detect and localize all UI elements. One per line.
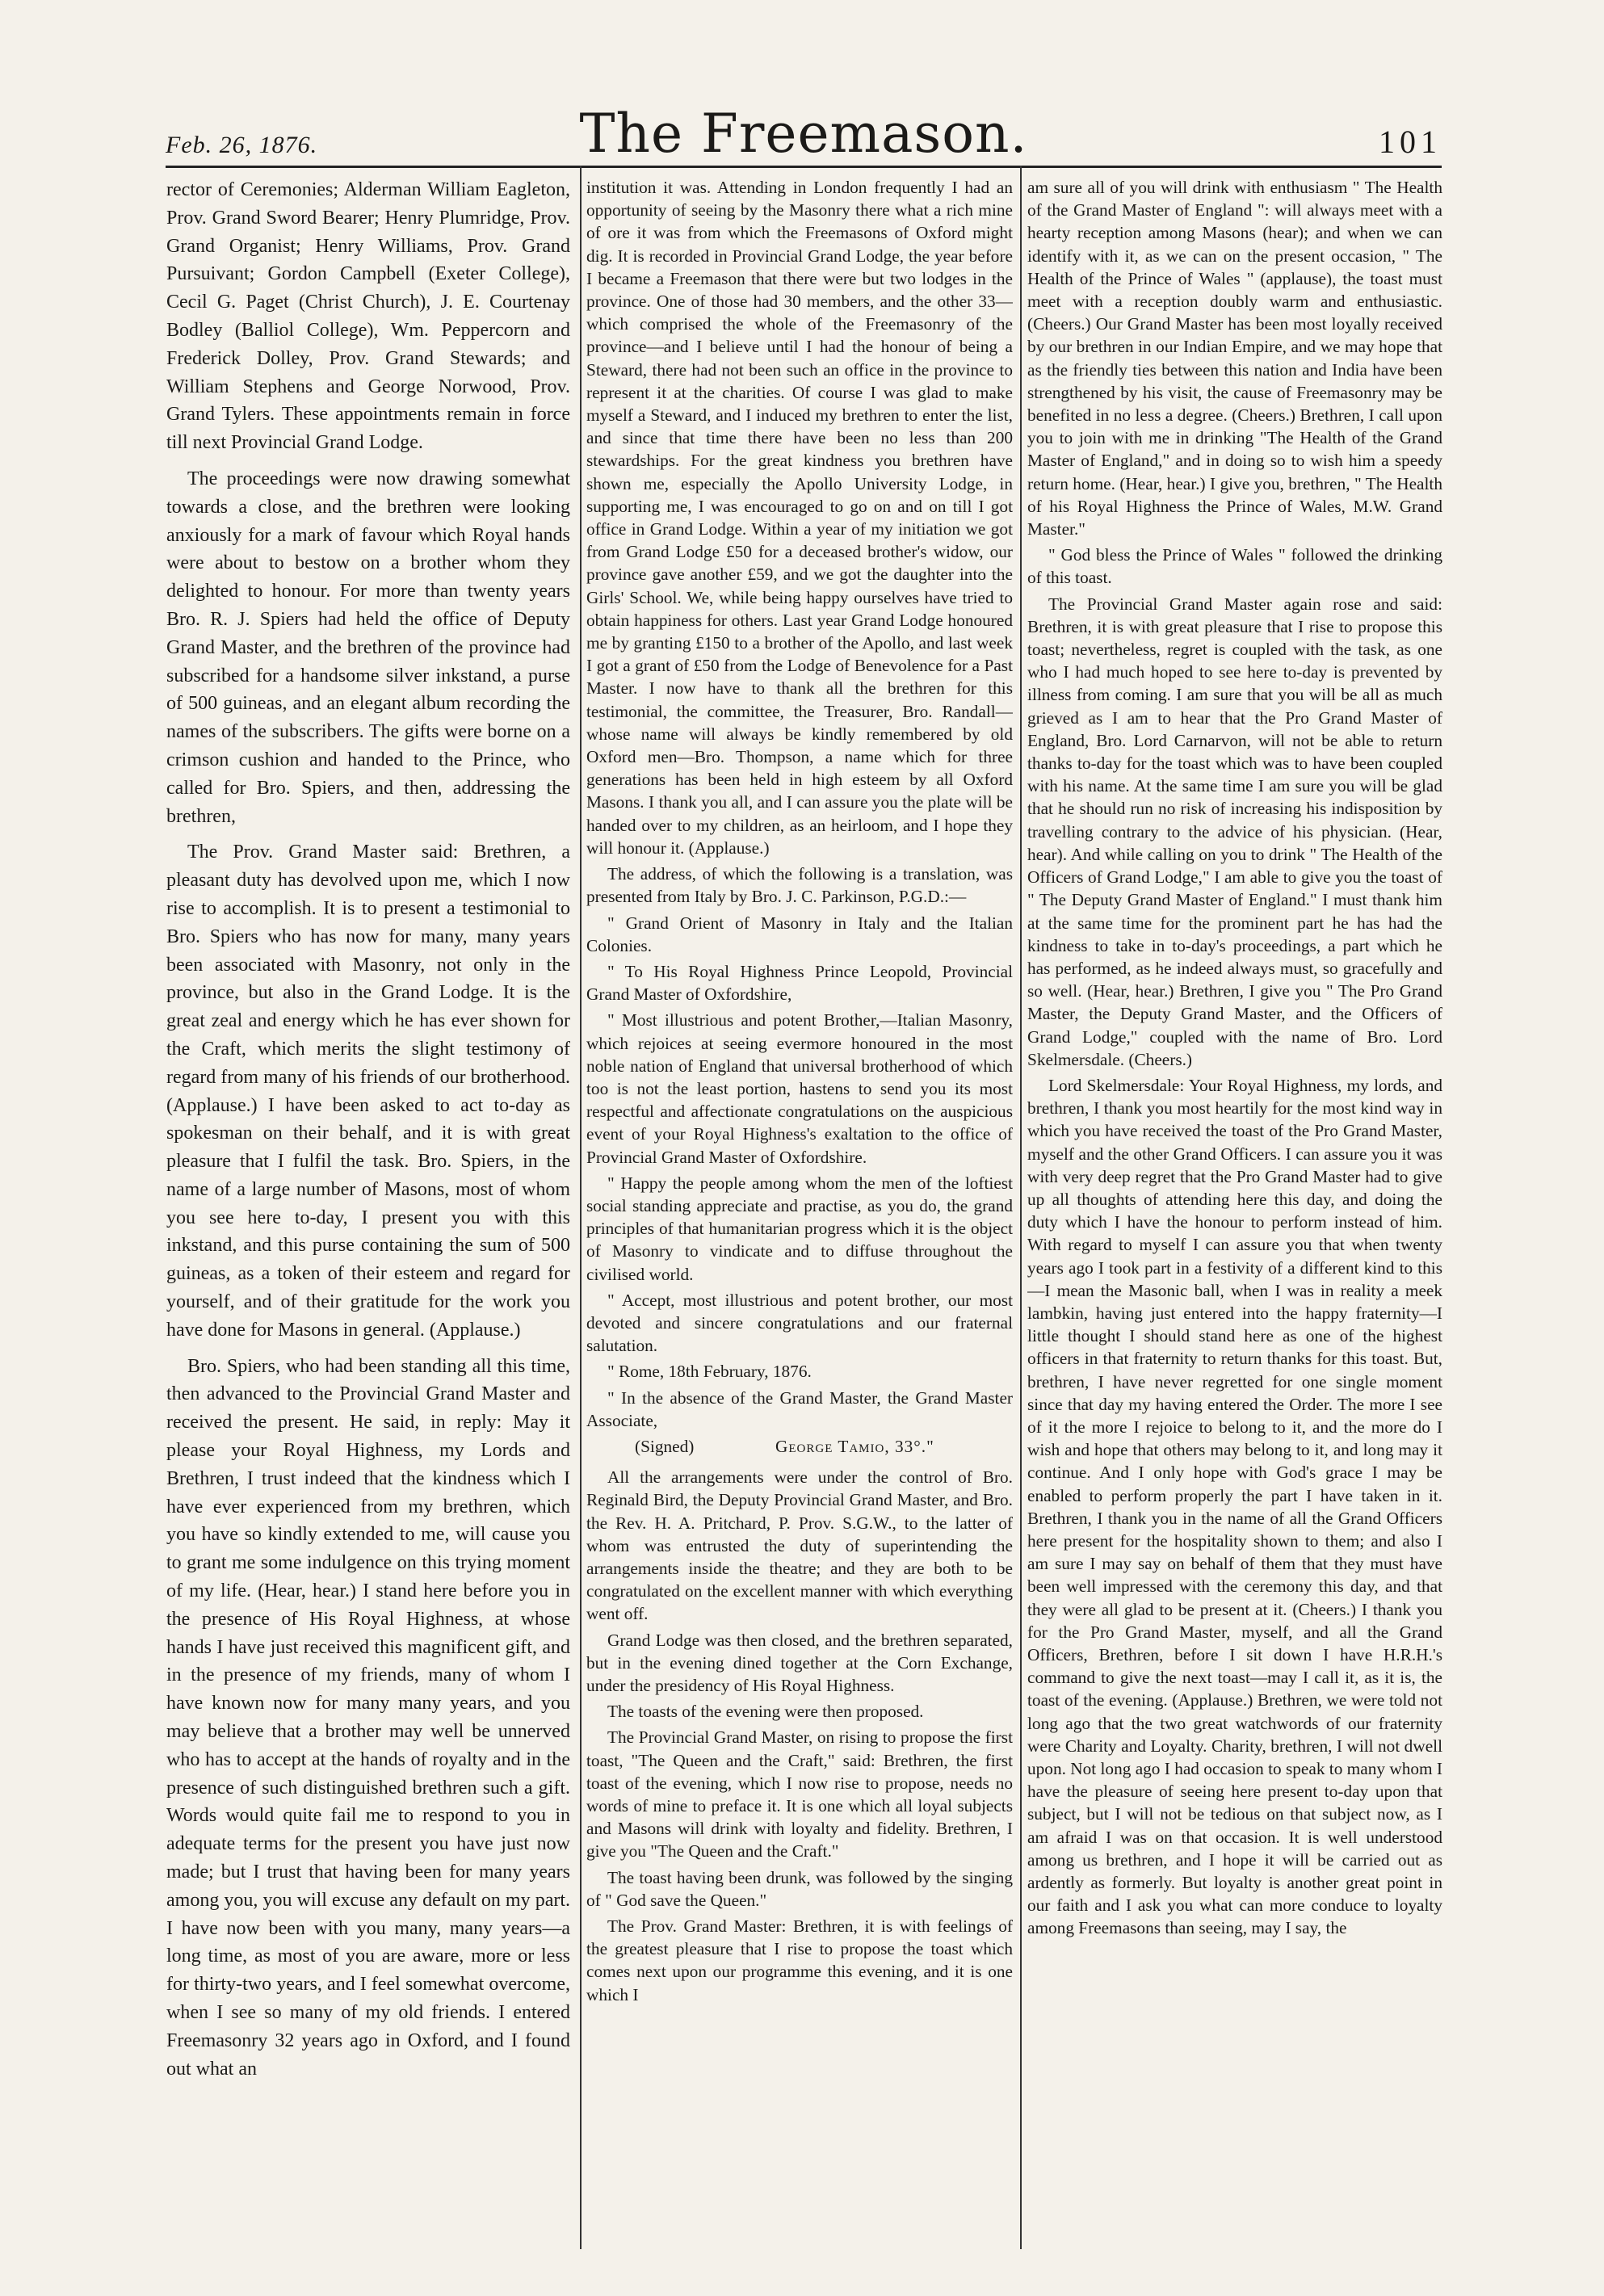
column-1 [166, 176, 570, 2252]
col2-paragraph: " In the absence of the Grand Master, the Grand Master Associate, [586, 1387, 1013, 1430]
col1-paragraph: rector of Ceremonies; Alderman William Eagleton, Prov. Grand Sword Bearer; Henry Plumridge, Prov. Grand Organist; Henry Williams, Prov. Grand Pursuivant; Gordon Campbell (Exeter College), Cecil G. Paget (Christ Church), J. E. Courtenay Bodley (Balliol College), Wm. Peppercorn and Frederick Dolley, Prov. Grand Stewards; and William Stephens and George Norwood, Prov. Grand Tylers. These appointments remain in force till next Provincial Grand Lodge. [166, 179, 570, 454]
column-rule-1 [580, 166, 582, 2249]
col2-paragraph: " Happy the people among whom the men of the loftiest social standing appreciate and practise, as you do, the grand principles of that humanitarian progress which it is the object of Masonry to vindicate and to diffuse throughout the civilised world. [586, 1173, 1013, 1284]
col2-paragraph: institution it was. Attending in London frequently I had an opportunity of seeing by the Masonry there what a rich mine of ore it was from which the Freemasons of Oxford might dig. It is recorded in Provincial Grand Lodge, the year before I became a Freemason that there were but two lodges in the province. One of those had 30 members, and the other 33—which comprised the whole of the Freemasonry of the province—and I believe until I had the honour of being a Steward, there had not been such an office in the province to represent it at the charities. Of course I was glad to make myself a Steward, and I induced my brethren to enter the list, and since that time there have been no less than 200 stewardships. For the great kindness you brethren have shown me, especially the Apollo University Lodge, in supporting me, I was encouraged to go on and on till I got office in Grand Lodge. Within a year of my initiation we got from Grand Lodge £50 for a deceased brother's widow, our province gave another £59, and we got the daughter into the Girls' School. We, while being happy ourselves have tried to obtain happiness for others. Last year Grand Lodge honoured me by granting £150 to a brother of the Apollo, and last week I got a grant of £50 from the Lodge of Benevolence for a Past Master. I now have to thank all the brethren for this testimonial, the committee, the Treasurer, Bro. Randall—whose name will always be kindly remembered by old Oxford men—Bro. Thompson, a name which for three generations has been held in high esteem by all Oxford Masons. I thank you all, and I can assure you the plate will be handed over to my children, as an heirloom, and I hope they will honour it. (Applause.) [586, 178, 1013, 858]
page-number: 101 [1379, 124, 1442, 160]
col1-paragraph: The Prov. Grand Master said: Brethren, a pleasant duty has devolved upon me, which I now rise to accomplish. It is to present a testimonial to Bro. Spiers who has now for many, many years been associated with Masonry, not only in the province, but also in the Grand Lodge. It is the great zeal and energy which he has ever shown for the Craft, which merits the slight testimony of regard from many of his friends of our brotherhood. (Applause.) I have been asked to act to-day as spokesman on their behalf, and it is with great pleasure that I fulfil the task. Bro. Spiers, in the name of a large number of Masons, most of whom you see here to-day, I present you with this inkstand, and this purse containing the sum of 500 guineas, as a token of their esteem and regard for yourself, and of their gratitude for the work you have done for Masons in general. (Applause.) [166, 842, 570, 1341]
col2-paragraph: " Grand Orient of Masonry in Italy and the Italian Colonies. [586, 913, 1013, 955]
col2-paragraph: The toast having been drunk, was followed by the singing of " God save the Queen." [586, 1867, 1013, 1910]
masthead [166, 103, 1442, 165]
header-rule [166, 166, 1442, 168]
newspaper-title: The Freemason. [579, 103, 1028, 165]
col3-paragraph: am sure all of you will drink with enthusiasm " The Health of the Grand Master of England ": will always meet with a hearty reception among Masons (hear); and when we can identify with it, as we can on the present occasion, " The Health of the Prince of Wales " (applause), the toast must meet with a reception doubly warm and enthusiastic. (Cheers.) Our Grand Master has been most loyally received by our brethren in our Indian Empire, and we may hope that as the friendly ties between this nation and India have been strengthened by his visit, the cause of Freemasonry may be benefited in no less a degree. (Cheers.) Brethren, I call upon you to join with me in drinking "The Health of the Grand Master of England," and in doing so to wish him a speedy return home. (Hear, hear.) I give you, brethren, " The Health of his Royal Highness the Prince of Wales, M.W. Grand Master." [1027, 178, 1442, 539]
col2-paragraph: All the arrangements were under the control of Bro. Reginald Bird, the Deputy Provincial Grand Master, and Bro. the Rev. H. A. Pritchard, P. Prov. S.G.W., to the latter of whom was entrusted the duty of superintending the arrangements inside the theatre; and they are both to be congratulated on the excellent manner with which everything went off. [586, 1467, 1013, 1624]
col1-paragraph: Bro. Spiers, who had been standing all this time, then advanced to the Provincial Grand Master and received the present. He said, in reply: May it please your Royal Highness, my Lords and Brethren, I trust indeed that the kindness which I have ever experienced from my brethren, which you have so kindly extended to me, will cause you to grant me some indulgence on this trying moment of my life. (Hear, hear.) I stand here before you in the presence of His Royal Highness, at whose hands I have just received this magnificent gift, and in the presence of my friends, many of whom I have known now for many many years, and you may believe that a brother may well be unnerved who has to accept at the hands of royalty and in the presence of such distinguished brethren such a gift. Words would quite fail me to respond to you in adequate terms for the present you have just now made; but I trust that having been for many years among you, you will excuse any default on my part. I have now been with you many, many years—a long time, as most of you are aware, more or less for thirty-two years, and I feel somewhat overcome, when I see so many of my old friends. I entered Freemasonry 32 years ago in Oxford, and I found out what an [166, 1355, 570, 2080]
column-2 [586, 176, 1013, 2252]
col2-paragraph: " Rome, 18th February, 1876. [607, 1362, 812, 1382]
col1-paragraph: The proceedings were now drawing somewhat towards a close, and the brethren were looking anxiously for a mark of favour which Royal hands were about to bestow on a brother whom they delighted to honour. For more than twenty years Bro. R. J. Spiers had held the office of Deputy Grand Master, and the brethren of the province had subscribed for a handsome silver inkstand, a purse of 500 guineas, and an elegant album recording the names of the subscribers. The gifts were borne on a crimson cushion and handed to the Prince, who called for Bro. Spiers, and then, addressing the brethren, [166, 468, 570, 827]
col2-paragraph: The Prov. Grand Master: Brethren, it is with feelings of the greatest pleasure that I rise to propose the toast which comes next upon our programme this evening, and it is one which I [586, 1916, 1013, 2004]
signature-line [586, 1435, 1013, 1458]
col2-paragraph: Grand Lodge was then closed, and the brethren separated, but in the evening dined together at the Corn Exchange, under the presidency of His Royal Highness. [586, 1630, 1013, 1695]
signature-label: (Signed) [635, 1436, 695, 1456]
col3-paragraph: The Provincial Grand Master again rose and said: Brethren, it is with great pleasure that I rise to propose this toast; nevertheless, regret is coupled with the task, as one who I had much hoped to see here to-day is prevented by illness from coming. I am sure that you will be all as much grieved as I am to hear that the Pro Grand Master of England, Bro. Lord Carnarvon, will not be able to return thanks to-day for the toast which was to have been coupled with his name. At the same time I am sure you will be glad that he should run no risk of increasing his indisposition by travelling contrary to the advice of his physician. (Hear, hear). And while calling on you to drink " The Health of the Officers of Grand Lodge," I am able to give you the toast of " The Deputy Grand Master of England." I must thank him at the same time for the prominent part he has had the kindness to take in to-day's proceedings, a part which he has performed, as he indeed always must, so gracefully and so well. (Hear, hear.) Brethren, I give you " The Pro Grand Master, the Deputy Grand Master, and the Officers of Grand Lodge," coupled with the name of Bro. Lord Skelmersdale. (Cheers.) [1027, 594, 1442, 1069]
col2-paragraph: " Accept, most illustrious and potent brother, our most devoted and sincere congratulations and our fraternal salutation. [586, 1290, 1013, 1356]
issue-date: Feb. 26, 1876. [166, 132, 318, 158]
col2-paragraph: The address, of which the following is a translation, was presented from Italy by Bro. J. C. Parkinson, P.G.D.:— [586, 864, 1013, 907]
col3-paragraph: " God bless the Prince of Wales " followed the drinking of this toast. [1027, 545, 1442, 588]
col2-paragraph: " Most illustrious and potent Brother,—Italian Masonry, which rejoices at seeing evermore honoured in the most noble nation of England that universal brotherhood of which too is not the least portion, hastens to send you its most respectful and affectionate congratulations on the auspicious event of your Royal Highness's exaltation to the office of Provincial Grand Master of Oxfordshire. [586, 1010, 1013, 1167]
column-rule-2 [1020, 166, 1022, 2249]
col3-paragraph: Lord Skelmersdale: Your Royal Highness, my lords, and brethren, I thank you most heartily for the most kind way in which you have received the toast of the Pro Grand Master, myself and the other Grand Officers. I can assure you it was with very deep regret that the Pro Grand Master had to give up all thoughts of attending here this day, and doing the duty which I have the honour to perform instead of him. With regard to myself I can assure you that when twenty years ago I took part in a festivity of a different kind to this—I mean the Masonic ball, when I was in reality a meek lambkin, having just entered into the happy fraternity—I little thought I should stand here as one of the highest officers in that fraternity to return thanks for this toast. But, brethren, I have never regretted for one single moment since that day my having entered the Order. The more I see of it the more I rejoice to belong to it, and the more do I wish and hope that others may belong to it, and long may it continue. And I only hope with God's grace I may be enabled to perform properly the part I have taken in it. Brethren, I thank you in the name of all the Grand Officers here present for the hospitality shown to them; and also I am sure I may say on behalf of them that they must have been well impressed with the ceremony this day, and that they were all glad to be present at it. (Cheers.) I thank you for the Pro Grand Master, myself, and all the Grand Officers, Brethren, before I sit down I have H.R.H.'s command to give the next toast—may I call it, as it is, the toast of the evening. (Applause.) Brethren, we were told not long ago that the two great watchwords of our fraternity were Charity and Loyalty. Charity, brethren, I will not dwell upon. Not long ago I had occasion to speak to many whom I have the pleasure of seeing here present to-day upon that subject, but I will not be tedious on that subject now, as I am afraid I was on that occasion. It is well understood among us brethren, and I hope it will be carried out as ardently as formerly. But loyalty is another great point in our faith and I ask you what can more conduce to loyalty among Freemasons than seeing, may I say, the [1027, 1075, 1442, 1938]
col2-paragraph: " To His Royal Highness Prince Leopold, Provincial Grand Master of Oxfordshire, [586, 961, 1013, 1005]
col2-paragraph: The Provincial Grand Master, on rising to propose the first toast, "The Queen and the Craft," said: Brethren, the first toast of the evening, which I now rise to propose, needs no words of mine to preface it. It is one which all loyal subjects and Masons will drink with loyalty and fidelity. Brethren, I give you "The Queen and the Craft." [586, 1727, 1013, 1862]
column-3 [1027, 176, 1442, 2252]
signature-name: George Tamio, 33°." [775, 1436, 934, 1456]
col2-paragraph: The toasts of the evening were then proposed. [607, 1702, 924, 1722]
